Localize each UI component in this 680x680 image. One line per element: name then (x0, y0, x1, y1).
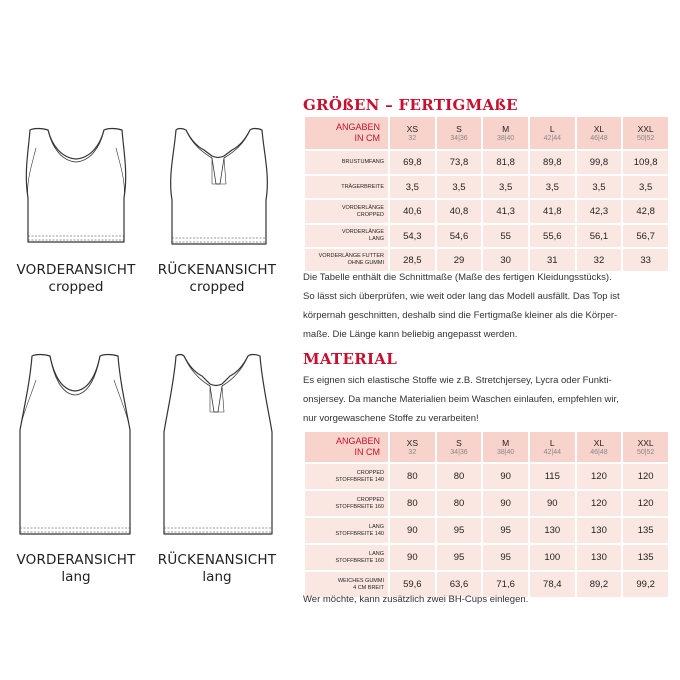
text-line: maße. Die Länge kann beliebig angepasst werden. (303, 329, 518, 340)
header-label: ANGABEN IN CM (304, 116, 389, 150)
table-cell: 40,6 (389, 199, 436, 224)
table-cell: 100 (529, 544, 576, 571)
table-cell: 90 (529, 490, 576, 517)
table-cell: 55 (482, 224, 529, 248)
table-cell: 56,1 (576, 224, 623, 248)
caption-variant: cropped (189, 279, 245, 295)
table-cell: 90 (482, 463, 529, 490)
table-cell: 55,6 (529, 224, 576, 248)
table-row (304, 463, 669, 490)
header-label: ANGABEN IN CM (304, 431, 389, 463)
table-cell: 31 (529, 248, 576, 272)
table-cell: 3,5 (622, 175, 669, 199)
table-row (304, 175, 669, 199)
table-cell: 115 (529, 463, 576, 490)
table-cell: 95 (482, 544, 529, 571)
table-row (304, 544, 669, 571)
table-row (304, 517, 669, 544)
table-cell: 80 (436, 463, 483, 490)
row-label: LANG STOFFBREITE 160 (304, 544, 389, 571)
size-column: S 34|36 (436, 431, 483, 463)
row-label: VORDERLÄNGE FUTTER OHNE GUMMI (304, 248, 389, 272)
table-cell: 130 (529, 517, 576, 544)
caption-variant: lang (61, 569, 91, 585)
caption-front-long (0, 552, 152, 586)
table-cell: 90 (389, 517, 436, 544)
table-cell: 28,5 (389, 248, 436, 272)
material-table (303, 430, 670, 599)
size-column: L 42|44 (529, 431, 576, 463)
table-row (304, 490, 669, 517)
table-cell: 90 (389, 544, 436, 571)
back-long-drawing (158, 350, 276, 540)
front-cropped-drawing (20, 124, 132, 250)
size-column: XL 46|48 (576, 116, 623, 150)
sizes-table-header (304, 116, 669, 150)
table-cell: 63,6 (436, 571, 483, 598)
text-line: nur vorgewaschene Stoffe zu verarbeiten! (303, 413, 479, 424)
text-line: Die Tabelle enthält die Schnittmaße (Maße des fertigen Kleidungsstücks). (303, 272, 612, 283)
table-cell: 42,8 (622, 199, 669, 224)
table-cell: 42,3 (576, 199, 623, 224)
size-column: L 42|44 (529, 116, 576, 150)
size-column: M 38|40 (482, 431, 529, 463)
size-column: S 34|36 (436, 116, 483, 150)
caption-back-long (142, 552, 292, 586)
table-cell: 73,8 (436, 150, 483, 175)
table-cell: 135 (622, 544, 669, 571)
table-cell: 120 (622, 490, 669, 517)
text-line: onsjersey. Da manche Materialien beim Waschen einlaufen, empfehlen wir, (303, 394, 619, 405)
sizes-table (303, 115, 670, 273)
table-cell: 120 (576, 463, 623, 490)
size-column: XXL 50|52 (622, 116, 669, 150)
table-cell: 41,8 (529, 199, 576, 224)
table-cell: 56,7 (622, 224, 669, 248)
table-cell: 80 (389, 463, 436, 490)
sizes-note (303, 268, 670, 344)
table-cell: 81,8 (482, 150, 529, 175)
table-cell: 80 (389, 490, 436, 517)
table-cell: 120 (622, 463, 669, 490)
table-cell: 3,5 (436, 175, 483, 199)
table-cell: 59,6 (389, 571, 436, 598)
text-line: Es eignen sich elastische Stoffe wie z.B. Stretchjersey, Lycra oder Funkti- (303, 375, 612, 386)
table-cell: 95 (436, 544, 483, 571)
row-label: BRUSTUMFANG (304, 150, 389, 175)
row-label: VORDERLÄNGE LANG (304, 224, 389, 248)
material-table-header (304, 431, 669, 463)
size-column: XS 32 (389, 431, 436, 463)
table-cell: 3,5 (482, 175, 529, 199)
row-label: LANG STOFFBREITE 140 (304, 517, 389, 544)
table-cell: 130 (576, 517, 623, 544)
row-label: CROPPED STOFFBREITE 140 (304, 463, 389, 490)
table-cell: 69,8 (389, 150, 436, 175)
table-cell: 71,6 (482, 571, 529, 598)
table-cell: 3,5 (576, 175, 623, 199)
table-cell: 54,3 (389, 224, 436, 248)
material-note (303, 590, 670, 609)
size-column: XS 32 (389, 116, 436, 150)
caption-view: RÜCKENANSICHT (157, 552, 277, 568)
caption-back-cropped (142, 262, 292, 296)
row-label: VORDERLÄNGE CROPPED (304, 199, 389, 224)
table-cell: 90 (482, 490, 529, 517)
table-row (304, 199, 669, 224)
table-cell: 99,2 (622, 571, 669, 598)
front-long-drawing (16, 350, 134, 540)
table-row (304, 224, 669, 248)
table-cell: 41,3 (482, 199, 529, 224)
table-cell: 80 (436, 490, 483, 517)
table-cell: 130 (576, 544, 623, 571)
caption-variant: lang (202, 569, 232, 585)
table-row (304, 150, 669, 175)
table-cell: 40,8 (436, 199, 483, 224)
table-cell: 120 (576, 490, 623, 517)
table-cell: 95 (436, 517, 483, 544)
text-line: So lässt sich überprüfen, wie weit oder lang das Modell ausfällt. Das Top ist (303, 291, 620, 302)
caption-view: VORDERANSICHT (16, 552, 136, 568)
table-cell: 135 (622, 517, 669, 544)
table-cell: 33 (622, 248, 669, 272)
size-column: XL 46|48 (576, 431, 623, 463)
table-cell: 89,2 (576, 571, 623, 598)
caption-variant: cropped (48, 279, 104, 295)
table-cell: 3,5 (389, 175, 436, 199)
table-cell: 89,8 (529, 150, 576, 175)
caption-view: RÜCKENANSICHT (157, 262, 277, 278)
table-cell: 109,8 (622, 150, 669, 175)
material-intro (303, 371, 670, 428)
caption-front-cropped (0, 262, 152, 296)
row-label: WEICHES GUMMI 4 CM BREIT (304, 571, 389, 598)
table-cell: 30 (482, 248, 529, 272)
table-cell: 99,8 (576, 150, 623, 175)
sizes-heading: GRÖßEN – FERTIGMAßE (303, 96, 518, 114)
caption-view: VORDERANSICHT (16, 262, 136, 278)
back-cropped-drawing (162, 124, 274, 250)
row-label: CROPPED STOFFBREITE 160 (304, 490, 389, 517)
table-cell: 95 (482, 517, 529, 544)
size-column: M 38|40 (482, 116, 529, 150)
text-line: körpernah geschnitten, deshalb sind die Fertigmaße kleiner als die Körper- (303, 310, 618, 321)
row-label: TRÄGERBREITE (304, 175, 389, 199)
text-line: Wer möchte, kann zusätzlich zwei BH-Cups einlegen. (303, 594, 529, 605)
table-cell: 3,5 (529, 175, 576, 199)
size-column: XXL 50|52 (622, 431, 669, 463)
material-heading: MATERIAL (303, 350, 398, 368)
table-cell: 54,6 (436, 224, 483, 248)
table-cell: 32 (576, 248, 623, 272)
table-cell: 29 (436, 248, 483, 272)
table-cell: 78,4 (529, 571, 576, 598)
